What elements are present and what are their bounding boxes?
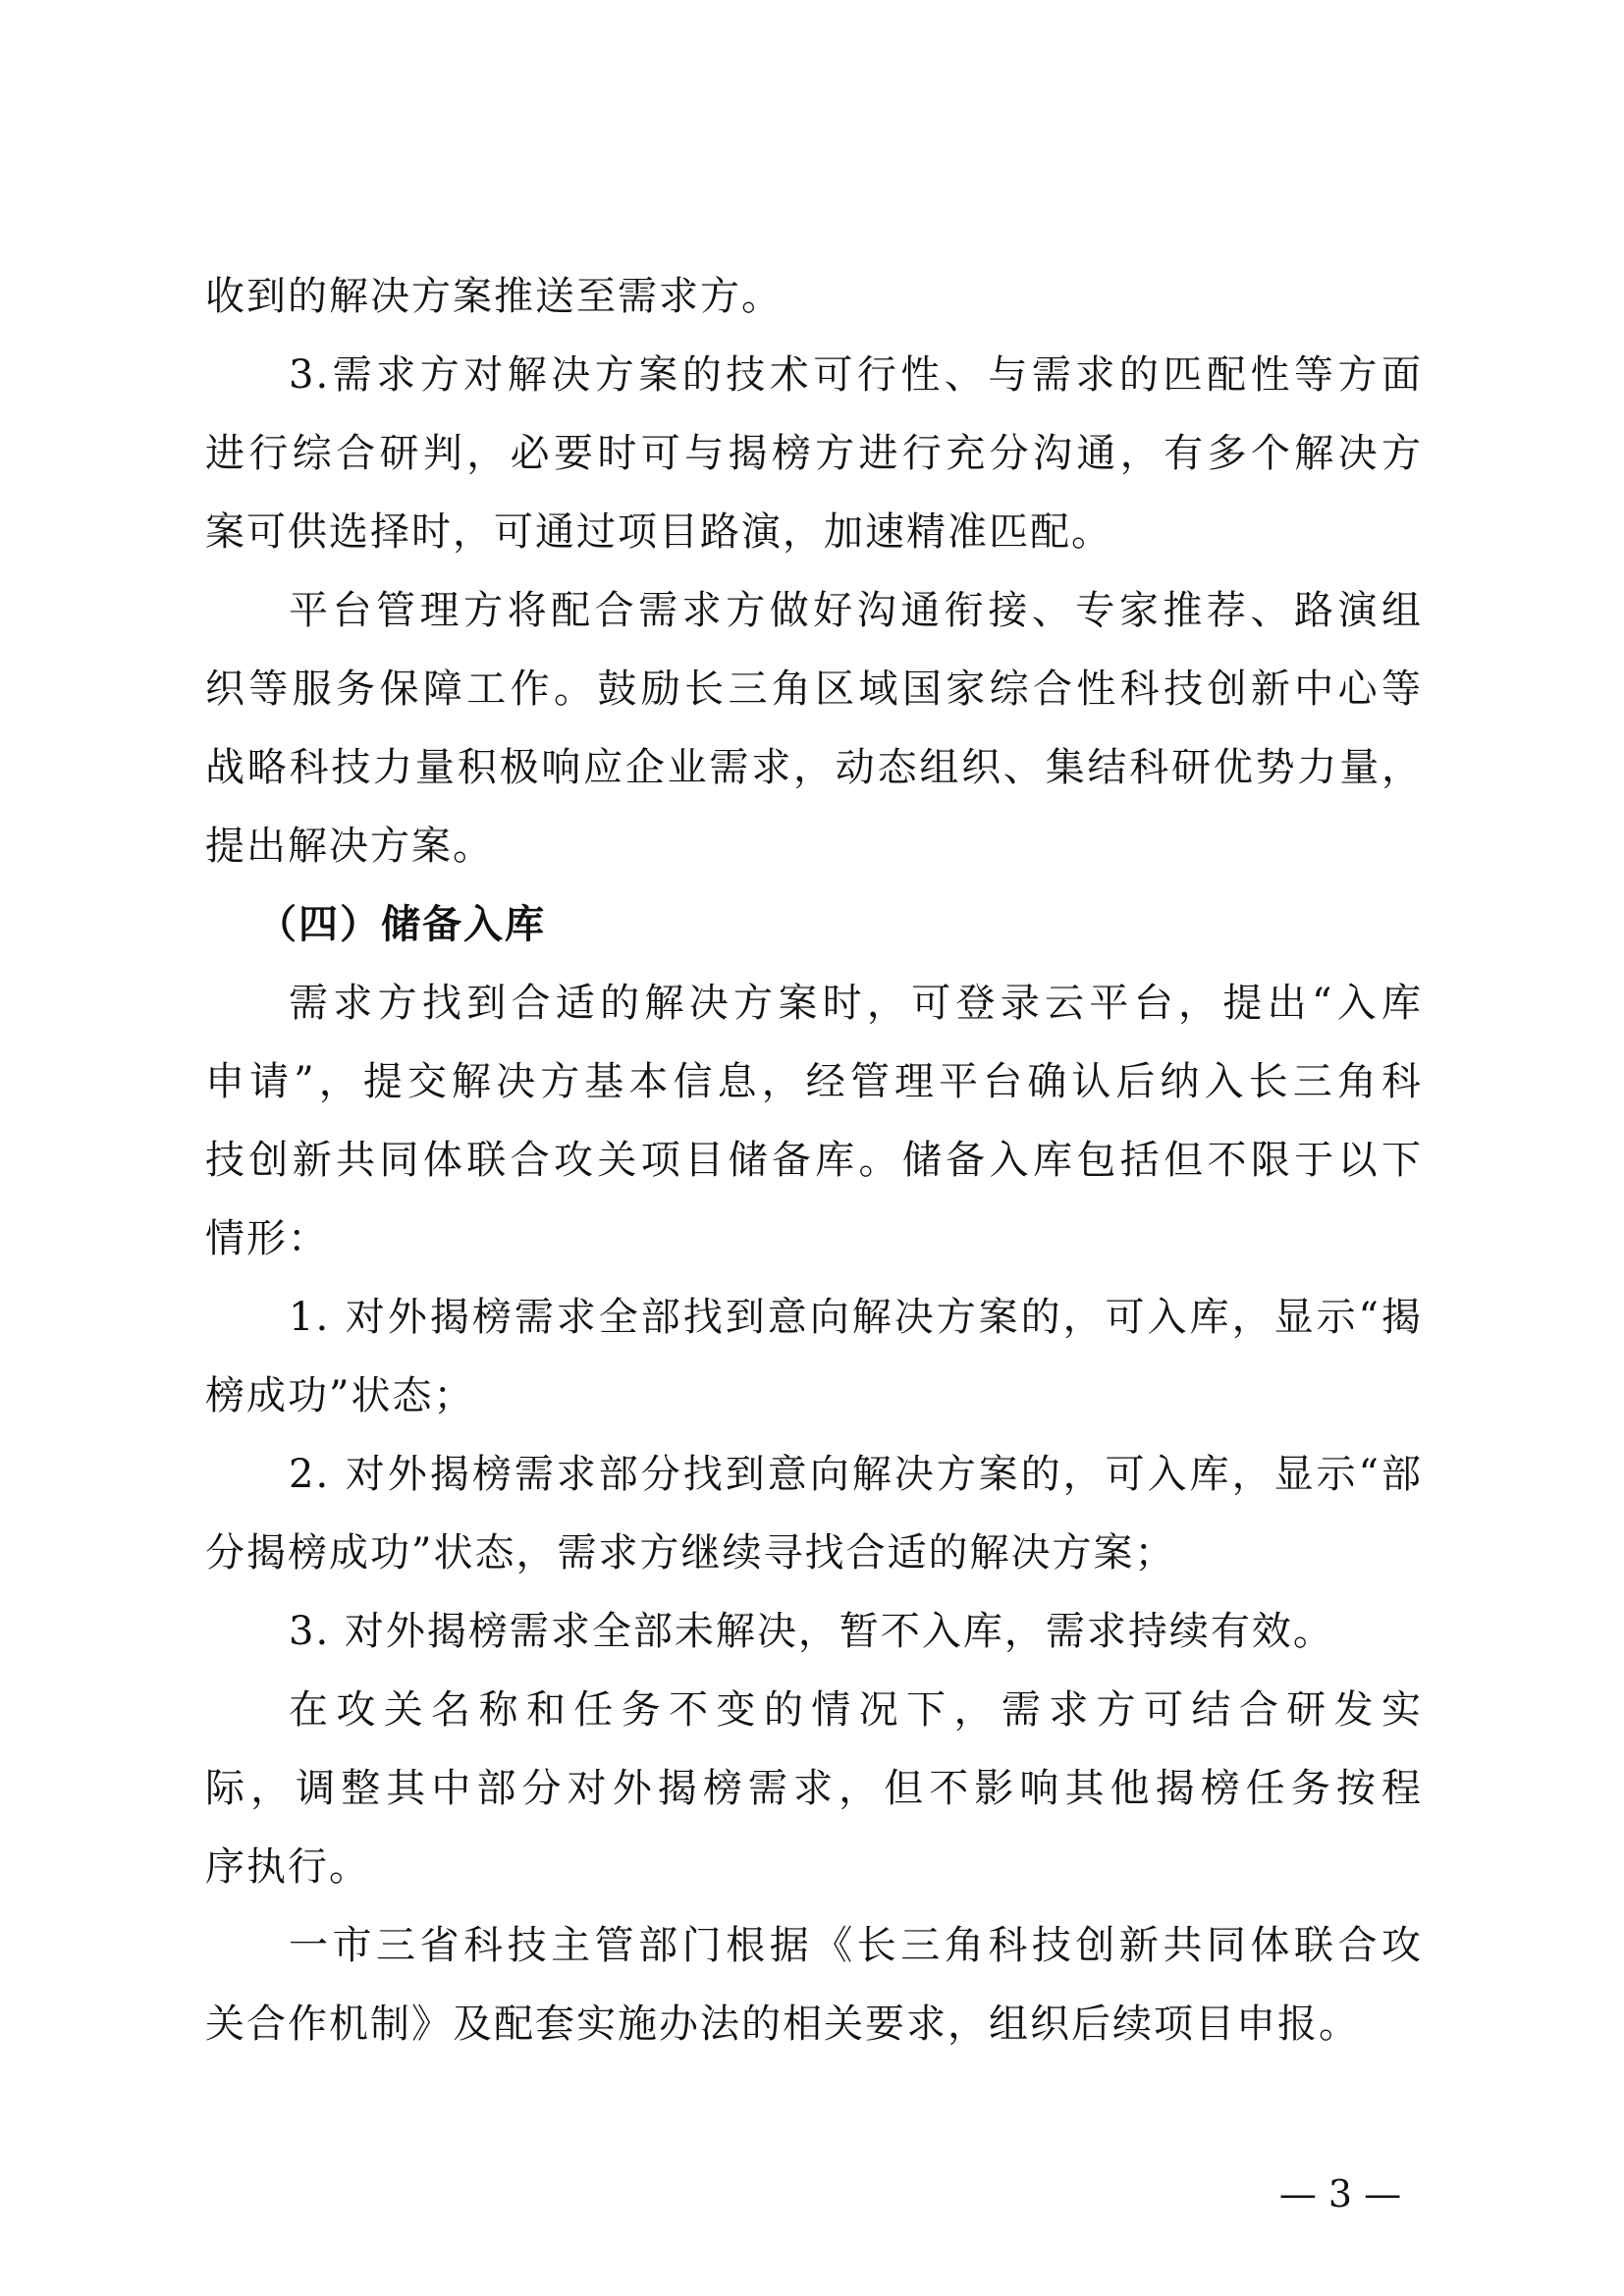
paragraph-line: 情形： xyxy=(205,1216,329,1261)
paragraph-line: 平台管理方将配合需求方做好沟通衔接、专家推荐、路演组 xyxy=(289,588,1423,633)
paragraph-line: 进行综合研判，必要时可与揭榜方进行充分沟通，有多个解决方 xyxy=(205,431,1423,476)
section-heading: （四）储备入库 xyxy=(257,902,546,947)
list-item-line: 分揭榜成功”状态，需求方继续寻找合适的解决方案； xyxy=(205,1530,1176,1575)
paragraph-line: 际，调整其中部分对外揭榜需求，但不影响其他揭榜任务按程 xyxy=(205,1766,1423,1811)
list-item-line: 榜成功”状态； xyxy=(205,1373,475,1418)
paragraph-line: 序执行。 xyxy=(205,1844,370,1890)
list-item-line: 3. 对外揭榜需求全部未解决，暂不入库，需求持续有效。 xyxy=(289,1609,1334,1654)
paragraph-line: 提出解决方案。 xyxy=(205,824,494,869)
list-item-line: 2. 对外揭榜需求部分找到意向解决方案的，可入库，显示“部 xyxy=(289,1452,1423,1497)
paragraph-line: 一市三省科技主管部门根据《长三角科技创新共同体联合攻 xyxy=(289,1923,1423,1968)
paragraph-line: 战略科技力量积极响应企业需求，动态组织、集结科研优势力量， xyxy=(205,745,1423,790)
paragraph-line: 织等服务保障工作。鼓励长三角区域国家综合性科技创新中心等 xyxy=(205,667,1423,712)
paragraph-line: 在攻关名称和任务不变的情况下，需求方可结合研发实 xyxy=(289,1687,1423,1733)
paragraph-line: 技创新共同体联合攻关项目储备库。储备入库包括但不限于以下 xyxy=(205,1138,1423,1183)
paragraph-line: 案可供选择时，可通过项目路演，加速精准匹配。 xyxy=(205,509,1112,555)
paragraph-line: 关合作机制》及配套实施办法的相关要求，组织后续项目申报。 xyxy=(205,2002,1360,2047)
paragraph-line: 申请”，提交解决方基本信息，经管理平台确认后纳入长三角科 xyxy=(205,1059,1423,1104)
page-number: — 3 — xyxy=(1278,2172,1402,2216)
paragraph-line: 3.需求方对解决方案的技术可行性、与需求的匹配性等方面 xyxy=(289,352,1423,398)
paragraph-line: 收到的解决方案推送至需求方。 xyxy=(205,274,783,319)
paragraph-line: 需求方找到合适的解决方案时，可登录云平台，提出“入库 xyxy=(289,981,1423,1026)
list-item-line: 1. 对外揭榜需求全部找到意向解决方案的，可入库，显示“揭 xyxy=(289,1295,1423,1340)
